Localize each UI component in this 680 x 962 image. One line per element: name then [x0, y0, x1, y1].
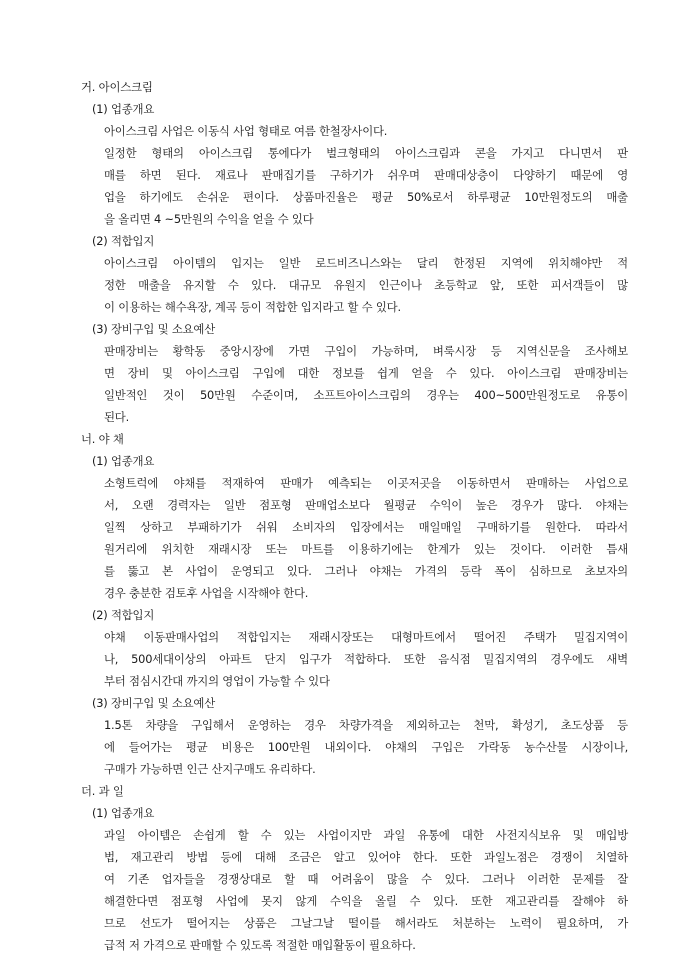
- subsection-heading: (2) 적합입지: [92, 608, 155, 622]
- paragraph-line: 법, 재고관리 방법 등에 대해 조금은 알고 있어야 한다. 또한 과일노점은 경쟁이 치열하: [104, 850, 628, 864]
- paragraph-line: 이 이용하는 해수욕장, 계곡 등이 적합한 입지라고 할 수 있다.: [104, 300, 401, 314]
- paragraph-line: 정한 매출을 유지할 수 있다. 대규모 유원지 인근이나 초등학교 앞, 또한 피서객들이 많: [104, 278, 628, 292]
- paragraph-line: 일찍 상하고 부패하기가 쉬워 소비자의 입장에서는 매일매일 구매하기를 원한다. 따라서: [104, 520, 628, 534]
- paragraph-line: 일반적인 것이 50만원 수준이며, 소프트아이스크림의 경우는 400~500만원정도로 유통이: [104, 388, 628, 402]
- section-heading-vegetables: 너. 야 채: [81, 432, 124, 446]
- paragraph-line: 아이스크림 아이템의 입지는 일반 로드비즈니스와는 달리 한정된 지역에 위치해야만 적: [104, 256, 628, 270]
- paragraph-line: 여 기존 업자들을 경쟁상대로 할 때 어려움이 많을 수 있다. 그러나 이러한 문제를 잘: [104, 872, 628, 886]
- paragraph-line: 구매가 가능하면 인근 산지구매도 유리하다.: [104, 762, 316, 776]
- paragraph-line: 경우 충분한 검토후 사업을 시작해야 한다.: [104, 586, 309, 600]
- paragraph-line: 부터 점심시간대 까지의 영업이 가능할 수 있다: [104, 674, 330, 688]
- section-heading-icecream: 거. 아이스크림: [81, 80, 153, 94]
- paragraph-line: 일정한 형태의 아이스크림 통에다가 벌크형태의 아이스크림과 콘을 가지고 다니면서 판: [104, 146, 628, 160]
- subsection-heading: (1) 업종개요: [92, 102, 155, 116]
- subsection-heading: (1) 업종개요: [92, 806, 155, 820]
- paragraph-line: 서, 오랜 경력자는 일반 점포형 판매업소보다 월평균 수익이 높은 경우가 많다. 야채는: [104, 498, 628, 512]
- paragraph-line: 면 장비 및 아이스크림 구입에 대한 정보를 쉽게 얻을 수 있다. 아이스크림 판매장비는: [104, 366, 628, 380]
- paragraph-line: 해결한다면 점포형 사업에 못지 않게 수익을 올릴 수 있다. 또한 재고관리를 잘해야 하: [104, 894, 628, 908]
- paragraph-line: 을 올리면 4 ~5만원의 수익을 얻을 수 있다: [104, 212, 314, 226]
- section-heading-fruit: 더. 과 일: [81, 784, 124, 798]
- paragraph-line: 야채 이동판매사업의 적합입지는 재래시장또는 대형마트에서 떨어진 주택가 밀집지역이: [104, 630, 628, 644]
- paragraph-line: 매를 하면 된다. 재료나 판매집기를 구하기가 쉬우며 판매대상층이 다양하기 때문에 영: [104, 168, 628, 182]
- paragraph-line: 에 들어가는 평균 비용은 100만원 내외이다. 야채의 구입은 가락동 농수산물 시장이나,: [104, 740, 628, 754]
- paragraph-line: 소형트럭에 야채를 적재하여 판매가 예측되는 이곳저곳을 이동하면서 판매하는 사업으로: [104, 476, 628, 490]
- paragraph-line: 아이스크림 사업은 이동식 사업 형태로 여름 한철장사이다.: [104, 124, 388, 138]
- paragraph-line: 를 뚫고 본 사업이 운영되고 있다. 그러나 야채는 가격의 등락 폭이 심하므로 초보자의: [104, 564, 628, 578]
- subsection-heading: (1) 업종개요: [92, 454, 155, 468]
- paragraph-line: 급적 저 가격으로 판매할 수 있도록 적절한 매입활동이 필요하다.: [104, 938, 416, 952]
- paragraph-line: 판매장비는 황학동 중앙시장에 가면 구입이 가능하며, 벼룩시장 등 지역신문을 조사해보: [104, 344, 628, 358]
- subsection-heading: (3) 장비구입 및 소요예산: [92, 696, 216, 710]
- paragraph-line: 된다.: [104, 410, 130, 424]
- paragraph-line: 1.5톤 차량을 구입해서 운영하는 경우 차량가격을 제외하고는 천막, 확성기, 초도상품 등: [104, 718, 628, 732]
- paragraph-line: 므로 선도가 떨어지는 상품은 그날그날 떨이를 해서라도 처분하는 노력이 필요하며, 가: [104, 916, 628, 930]
- subsection-heading: (3) 장비구입 및 소요예산: [92, 322, 216, 336]
- paragraph-line: 업을 하기에도 손쉬운 편이다. 상품마진율은 평균 50%로서 하루평균 10만원정도의 매출: [104, 190, 628, 204]
- paragraph-line: 나, 500세대이상의 아파트 단지 입구가 적합하다. 또한 음식점 밀집지역의 경우에도 새벽: [104, 652, 628, 666]
- paragraph-line: 원거리에 위치한 재래시장 또는 마트를 이용하기에는 한계가 있는 것이다. 이러한 틈새: [104, 542, 628, 556]
- paragraph-line: 과일 아이템은 손쉽게 할 수 있는 사업이지만 과일 유통에 대한 사전지식보유 및 매입방: [104, 828, 628, 842]
- subsection-heading: (2) 적합입지: [92, 234, 155, 248]
